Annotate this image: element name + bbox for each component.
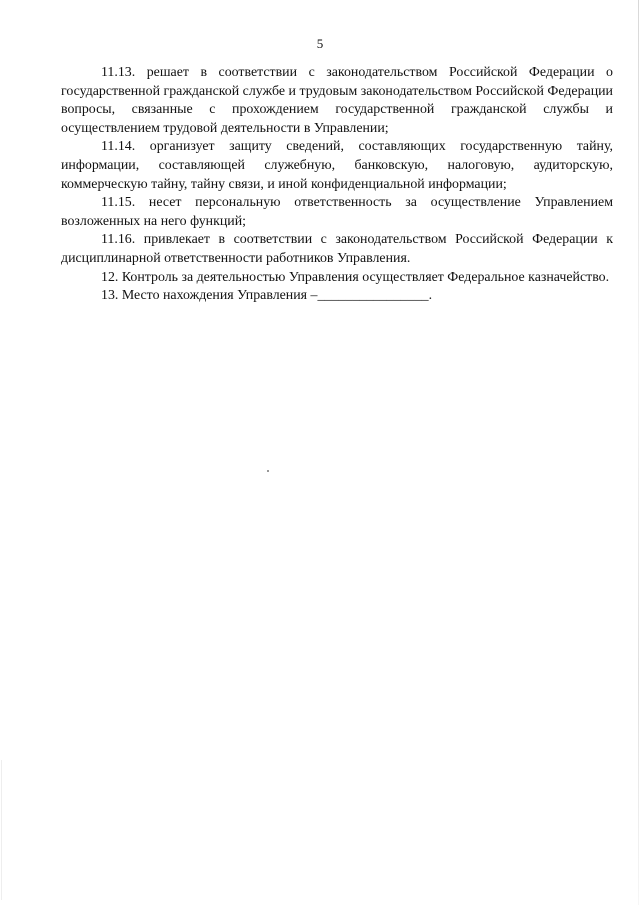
paragraph-11-16: 11.16. привлекает в соответствии с законодательством Российской Федерации к дисциплинарной ответственности работников Управления. — [61, 232, 613, 266]
page-number: 5 — [316, 36, 324, 51]
paragraph-11-13: 11.13. решает в соответствии с законодательством Российской Федерации о государственной гражданской службе и трудовым законодательством Российской Федерации вопросы, связанные с прохождением государственной гражданской службы и осуществлением трудовой деятельности в Управлении; — [61, 65, 613, 136]
paragraph-11-14: 11.14. организует защиту сведений, составляющих государственную тайну, информации, составляющей служебную, банковскую, налоговую, аудиторскую, коммерческую тайну, тайну связи, и иной конфиденциальной информации; — [61, 139, 613, 192]
paragraph-13: 13. Место нахождения Управления –________________. — [101, 288, 433, 304]
paragraph-11-15: 11.15. несет персональную ответственность за осуществление Управлением возложенных на него функций; — [61, 195, 613, 229]
paragraph-12: 12. Контроль за деятельностью Управления осуществляет Федеральное казначейство. — [101, 269, 610, 285]
scan-speck — [267, 470, 269, 472]
scan-edge-right — [638, 0, 639, 905]
scan-edge-left — [1, 760, 2, 900]
document-body — [61, 64, 613, 306]
